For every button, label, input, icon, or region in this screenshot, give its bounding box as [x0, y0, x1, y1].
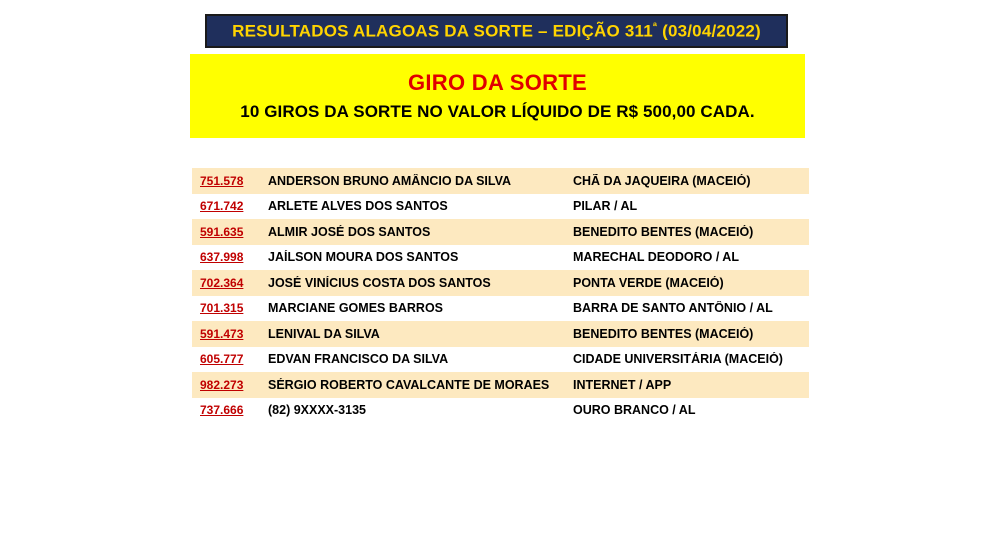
winner-name: MARCIANE GOMES BARROS [268, 301, 444, 316]
winner-name: JOSÉ VINÍCIUS COSTA DOS SANTOS [268, 275, 491, 290]
winner-name: ARLETE ALVES DOS SANTOS [268, 199, 448, 214]
winner-location: BENEDITO BENTES (MACEIÓ) [573, 224, 754, 239]
ticket-number: 701.315 [200, 301, 244, 316]
promo-banner [190, 54, 805, 138]
page-title-prefix: RESULTADOS ALAGOAS DA SORTE – EDIÇÃO 311 [232, 21, 653, 41]
table-row [192, 321, 809, 347]
winner-name: (82) 9XXXX-3135 [268, 403, 366, 418]
table-row [192, 194, 809, 220]
ticket-number: 982.273 [200, 377, 244, 392]
table-row [192, 168, 809, 194]
ticket-number: 737.666 [200, 403, 244, 418]
ticket-number: 702.364 [200, 275, 244, 290]
table-row [192, 347, 809, 373]
ticket-number: 751.578 [200, 173, 244, 188]
promo-banner-subtitle: 10 GIROS DA SORTE NO VALOR LÍQUIDO DE R$ 500,00 CADA. [240, 102, 755, 121]
winner-name: EDVAN FRANCISCO DA SILVA [268, 352, 449, 367]
ticket-number: 591.473 [200, 326, 244, 341]
winner-location: MARECHAL DEODORO / AL [573, 250, 739, 265]
ticket-number: 671.742 [200, 199, 244, 214]
winner-location: INTERNET / APP [573, 377, 672, 392]
winner-location: OURO BRANCO / AL [573, 403, 696, 418]
results-table [192, 168, 809, 423]
winner-location: BARRA DE SANTO ANTÔNIO / AL [573, 301, 773, 316]
header-title-bar [205, 14, 788, 48]
winner-name: ANDERSON BRUNO AMÂNCIO DA SILVA [268, 173, 512, 188]
table-row [192, 219, 809, 245]
table-row [192, 372, 809, 398]
winner-name: SÉRGIO ROBERTO CAVALCANTE DE MORAES [268, 377, 550, 392]
winner-name: ALMIR JOSÉ DOS SANTOS [268, 224, 431, 239]
page-title [232, 21, 761, 42]
table-row [192, 296, 809, 322]
page-title-ordinal: ª [652, 20, 658, 33]
winner-location: CIDADE UNIVERSITÁRIA (MACEIÓ) [573, 352, 783, 367]
table-row [192, 270, 809, 296]
page-title-suffix: (03/04/2022) [657, 21, 761, 41]
promo-banner-title: GIRO DA SORTE [407, 70, 588, 95]
table-row [192, 245, 809, 271]
winner-location: CHÃ DA JAQUEIRA (MACEIÓ) [573, 173, 751, 188]
winner-location: PONTA VERDE (MACEIÓ) [573, 275, 724, 290]
table-row [192, 398, 809, 424]
ticket-number: 637.998 [200, 250, 244, 265]
winner-location: BENEDITO BENTES (MACEIÓ) [573, 326, 754, 341]
winner-name: JAÍLSON MOURA DOS SANTOS [268, 250, 459, 265]
ticket-number: 605.777 [200, 352, 244, 367]
winner-location: PILAR / AL [573, 199, 638, 214]
winner-name: LENIVAL DA SILVA [268, 326, 380, 341]
ticket-number: 591.635 [200, 224, 244, 239]
